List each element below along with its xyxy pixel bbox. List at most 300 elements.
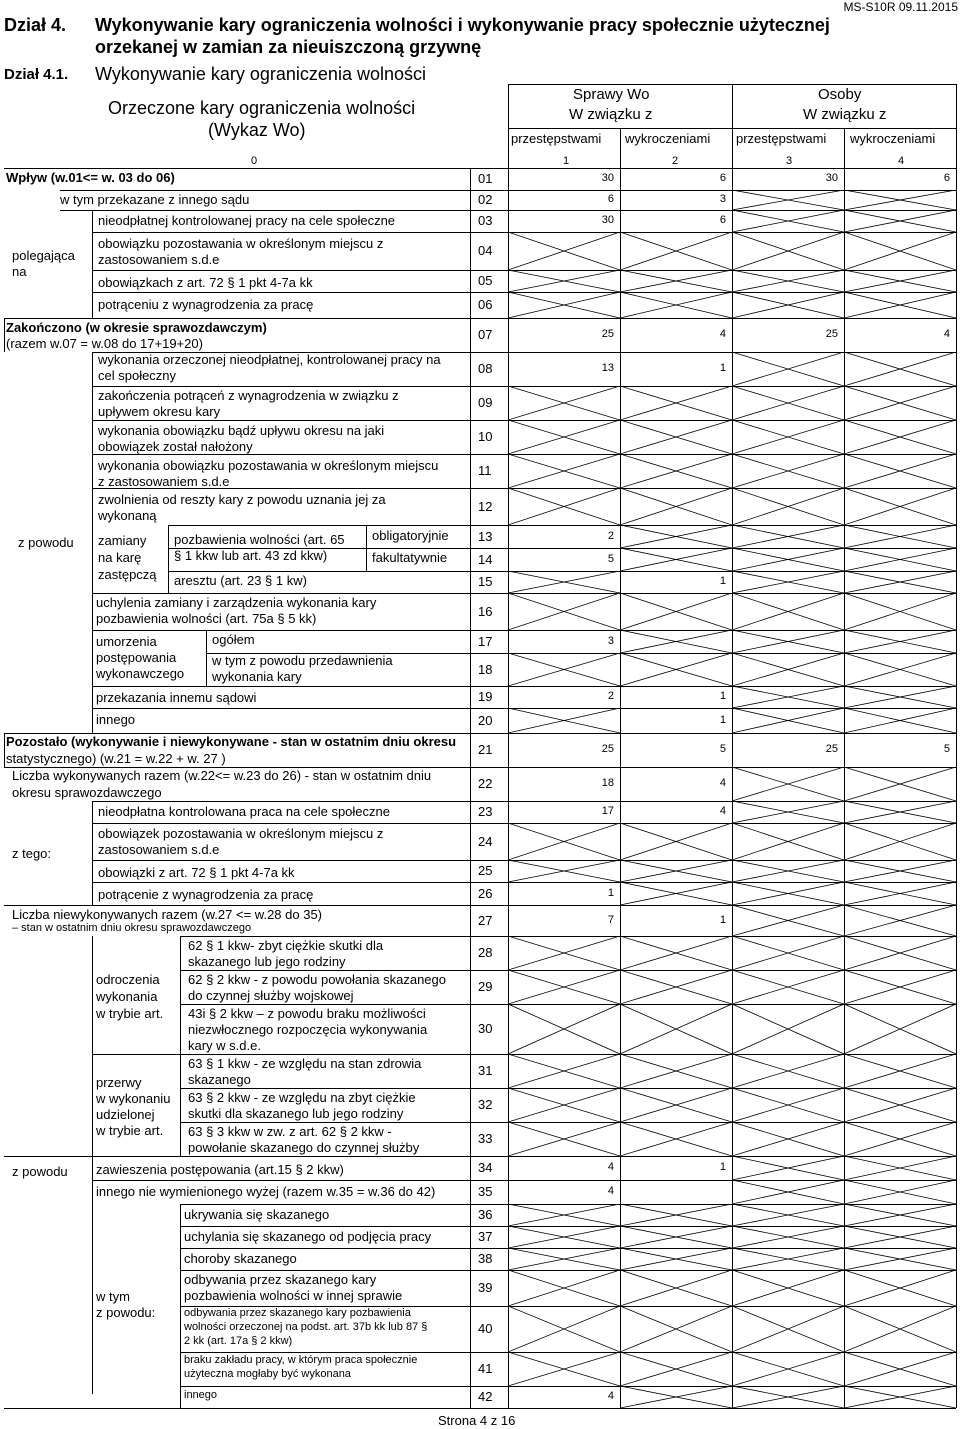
crossed-cell [732,190,844,210]
row-07-label-2: (razem w.07 = w.08 do 17+19+20) [6,336,203,351]
crossed-cell [508,593,620,630]
crossed-cell [844,420,956,454]
row-18-label-1: w tym z powodu przedawnienia [212,653,393,668]
row-code-38: 38 [478,1251,493,1266]
value-cell: 25 [825,328,838,340]
row-34-label: zawieszenia postępowania (art.15 § 2 kkw) [96,1162,344,1177]
crossed-cell [620,232,732,270]
crossed-cell [508,292,620,318]
value-cell: 5 [943,743,950,755]
header-wzwiazku-1: W związku z [569,106,653,123]
value-cell: 6 [607,193,614,205]
header-sprawy: Sprawy Wo [573,86,650,103]
value-cell: 13 [601,362,614,374]
crossed-cell [732,454,844,488]
crossed-cell [732,1352,844,1386]
row-27-label-2: – stan w ostatnim dniu okresu sprawozdawczego [12,922,252,934]
crossed-cell [732,386,844,420]
row-code-23: 23 [478,804,493,819]
value-cell: 5 [719,743,726,755]
row-code-36: 36 [478,1207,493,1222]
przerwy-label-2: w wykonaniu [96,1091,171,1106]
crossed-cell [620,860,732,882]
zamiany-label-2: na karę [98,550,142,565]
value-cell: 30 [601,172,614,184]
crossed-cell [844,525,956,548]
header-przestepstwami-2: przestępstwami [736,131,827,146]
header-wykroczeniami-1: wykroczeniami [625,131,711,146]
row-code-14: 14 [478,551,493,567]
crossed-cell [620,630,732,653]
crossed-cell [844,488,956,525]
crossed-cell [620,1352,732,1386]
crossed-cell [508,653,620,686]
crossed-cell [508,1122,620,1156]
crossed-cell [620,292,732,318]
row-code-20: 20 [478,712,493,728]
crossed-cell [844,1306,956,1352]
row-41-label-2: użyteczna mogłaby być wykonana [184,1368,351,1380]
crossed-cell [732,270,844,292]
row-16-label-1: uchylenia zamiany i zarządzenia wykonania kary [96,595,377,610]
row-33-label-1: 63 § 3 kkw w zw. z art. 62 § 2 kkw - [188,1124,392,1139]
crossed-cell [508,270,620,292]
crossed-cell [620,936,732,970]
crossed-cell [732,653,844,686]
crossed-cell [508,1270,620,1306]
row-11-label-1: wykonania obowiązku pozostawania w określonym miejscu [98,458,439,473]
row-37-label: uchylania się skazanego od podjęcia pracy [184,1229,432,1244]
row-code-11: 11 [478,463,492,478]
header-przestepstwami-1: przestępstwami [511,131,602,146]
crossed-cell [844,232,956,270]
row-code-32: 32 [478,1097,493,1112]
crossed-cell [620,454,732,488]
value-cell: 1 [719,575,726,587]
row-code-37: 37 [478,1229,493,1244]
crossed-cell [844,936,956,970]
value-cell: 30 [601,214,614,226]
crossed-cell [732,488,844,525]
crossed-cell [508,1306,620,1352]
colnum-4: 4 [898,155,905,167]
crossed-cell [732,525,844,548]
value-cell: 17 [601,805,614,817]
row-code-25: 25 [478,863,493,878]
crossed-cell [732,1004,844,1054]
value-cell: 4 [943,328,950,340]
colnum-1: 1 [563,155,570,167]
crossed-cell [732,352,844,386]
crossed-cell [508,1088,620,1122]
crossed-cell [844,860,956,882]
crossed-cell [844,1180,956,1204]
row-40-label-2: wolności orzeczonej na podst. art. 37b kk lub 87 § [184,1321,428,1333]
przerwy-label-4: w trybie art. [96,1123,164,1138]
row-code-39: 39 [478,1280,493,1295]
row-code-34: 34 [478,1160,493,1175]
row-code-06: 06 [478,297,493,312]
zamiany-label-1: zamiany [98,533,147,548]
crossed-cell [620,1386,732,1408]
value-cell: 2 [607,529,614,542]
row-21-label-1: Pozostało (wykonywanie i niewykonywane - stan w ostatnim dniu okresu [6,734,457,749]
row-code-22: 22 [478,776,493,791]
value-cell: 1 [607,886,614,899]
section-number: Dział 4. [4,15,67,35]
polegajaca-label-1: polegająca [12,248,75,263]
crossed-cell [508,386,620,420]
value-cell: 25 [825,743,838,755]
row-04-label-1: obowiązku pozostawania w określonym miejscu z [98,236,384,251]
row-08-label-1: wykonania orzeczonej nieodpłatnej, kontrolowanej pracy na [98,352,441,367]
row-05-label: obowiązkach z art. 72 § 1 pkt 4-7a kk [98,275,313,290]
row-03-label: nieodpłatnej kontrolowanej pracy na cele społeczne [98,213,396,228]
value-cell: 7 [607,913,614,926]
crossed-cell [844,1270,956,1306]
value-cell: 4 [607,1390,614,1402]
row-35-label: innego nie wymienionego wyżej (razem w.35 = w.36 do 42) [96,1184,436,1199]
row-19-label: przekazania innemu sądowi [96,690,257,705]
colnum-2: 2 [672,155,679,167]
row-22-label-2: okresu sprawozdawczego [12,785,162,800]
row-39-label-1: odbywania przez skazanego kary [184,1272,377,1287]
crossed-cell [508,488,620,525]
row-code-12: 12 [478,498,493,514]
crossed-cell [844,210,956,232]
crossed-cell [508,232,620,270]
crossed-cell [508,708,620,733]
odroczenia-label-3: w trybie art. [96,1006,164,1021]
row-code-02: 02 [478,192,493,207]
row-29-label-2: do czynnej służby wojskowej [188,988,354,1003]
row-10-label-1: wykonania obowiązku bądź upływu okresu na jaki [98,423,385,438]
crossed-cell [732,1386,844,1408]
value-cell: 1 [719,690,726,702]
crossed-cell [732,708,844,733]
row-25-label: obowiązki z art. 72 § 1 pkt 4-7a kk [98,865,295,880]
value-cell: 1 [719,362,726,374]
value-cell: 4 [719,328,726,340]
crossed-cell [620,593,732,630]
row-42-label: innego [184,1389,218,1401]
crossed-cell [844,653,956,686]
row-code-21: 21 [478,742,493,757]
row-code-27: 27 [478,912,493,928]
crossed-cell [620,1054,732,1088]
crossed-cell [732,823,844,860]
row-41-label-1: braku zakładu pracy, w którym praca społecznie [184,1354,418,1366]
row-40-label-3: 2 kk (art. 17a § 2 kkw) [184,1335,293,1347]
crossed-cell [732,548,844,571]
crossed-cell [844,352,956,386]
crossed-cell [844,767,956,801]
row-code-35: 35 [478,1184,493,1199]
crossed-cell [844,1248,956,1270]
value-cell: 6 [719,214,726,226]
crossed-cell [844,1088,956,1122]
row-code-24: 24 [478,833,493,849]
crossed-cell [508,420,620,454]
crossed-cell [844,1004,956,1054]
crossed-cell [844,708,956,733]
crossed-cell [620,1088,732,1122]
crossed-cell [508,936,620,970]
row-38-label: choroby skazanego [184,1251,297,1266]
row-33-label-2: powołanie skazanego do czynnej służby [188,1140,420,1155]
value-cell: 3 [719,193,726,205]
odroczenia-label-1: odroczenia [96,972,160,987]
row-code-13: 13 [478,528,493,544]
crossed-cell [508,1004,620,1054]
row-code-10: 10 [478,429,493,444]
row-code-04: 04 [478,243,493,258]
value-cell: 1 [719,913,726,926]
crossed-cell [844,905,956,936]
row-code-19: 19 [478,689,493,704]
row-code-03: 03 [478,213,493,228]
row-code-15: 15 [478,574,493,589]
crossed-cell [844,970,956,1004]
crossed-cell [844,1352,956,1386]
value-cell: 2 [607,690,614,702]
section-title-line2: orzekanej w zamian za nieuiszczoną grzywnę [95,37,482,57]
crossed-cell [844,593,956,630]
crossed-cell [732,210,844,232]
crossed-cell [732,1122,844,1156]
colnum-0: 0 [251,155,258,167]
crossed-cell [844,190,956,210]
subsection-number: Dział 4.1. [4,66,69,83]
row-28-label-2: skazanego lub jego rodziny [188,954,346,969]
row-32-label-1: 63 § 2 kkw - ze względu na zbyt ciężkie [188,1090,416,1105]
header-osoby: Osoby [818,86,862,103]
row-11-label-2: z zastosowaniem s.d.e [98,474,230,489]
value-cell: 4 [719,805,726,817]
row-17-label: ogółem [212,632,255,647]
row-code-09: 09 [478,395,493,410]
row-10-label-2: obowiązek został nałożony [98,439,253,454]
value-cell: 30 [825,172,838,184]
z-tego-label: z tego: [12,846,52,861]
row-24-label-1: obowiązek pozostawania w określonym miejscu z [98,826,384,841]
row-code-40: 40 [478,1321,493,1336]
crossed-cell [732,232,844,270]
row-29-label-1: 62 § 2 kkw - z powodu powołania skazanego [188,972,446,987]
crossed-cell [508,1054,620,1088]
row-code-31: 31 [478,1063,493,1078]
crossed-cell [620,420,732,454]
crossed-cell [620,1248,732,1270]
crossed-cell [844,548,956,571]
crossed-cell [620,1226,732,1248]
umorzenia-label-3: wykonawczego [96,666,185,681]
crossed-cell [620,970,732,1004]
row-code-29: 29 [478,979,493,994]
row-30-label-3: kary w s.d.e. [188,1038,261,1053]
crossed-cell [732,420,844,454]
crossed-cell [620,653,732,686]
crossed-cell [732,767,844,801]
row-code-05: 05 [478,273,493,288]
crossed-cell [844,801,956,823]
row-18-label-2: wykonania kary [212,669,302,684]
stub-header-line2: (Wykaz Wo) [208,120,306,140]
crossed-cell [844,630,956,653]
crossed-cell [620,270,732,292]
value-cell: 5 [607,552,614,565]
crossed-cell [844,1226,956,1248]
row-23-label: nieodpłatna kontrolowana praca na cele społeczne [98,804,390,819]
row-27-label-1: Liczba niewykonywanych razem (w.27 <= w.28 do 35) [12,907,323,922]
row-04-label-2: zastosowaniem s.d.e [98,252,220,267]
crossed-cell [508,454,620,488]
row-code-17: 17 [478,633,493,649]
crossed-cell [620,823,732,860]
row-32-label-2: skutki dla skazanego lub jego rodziny [188,1106,404,1121]
row-12-label-2: wykonaną [98,508,157,523]
crossed-cell [732,1226,844,1248]
row-06-label: potrąceniu z wynagrodzenia za pracę [98,297,314,312]
value-cell: 1 [719,713,726,726]
header-wykroczeniami-2: wykroczeniami [850,131,936,146]
z-powodu-label-2: z powodu [12,1164,68,1179]
value-cell: 25 [601,743,614,755]
crossed-cell [732,1180,844,1204]
row-code-30: 30 [478,1021,493,1036]
row-36-label: ukrywania się skazanego [184,1207,330,1222]
w-tym-label-1: w tym [96,1289,130,1304]
crossed-cell [620,1122,732,1156]
row-code-42: 42 [478,1389,493,1404]
row-code-41: 41 [478,1361,493,1376]
crossed-cell [732,1306,844,1352]
row-39-label-2: pozbawienia wolności w innej sprawie [184,1288,403,1303]
crossed-cell [844,386,956,420]
crossed-cell [844,823,956,860]
crossed-cell [732,970,844,1004]
page-number: Strona 4 z 16 [438,1413,516,1428]
crossed-cell [844,571,956,593]
crossed-cell [844,454,956,488]
crossed-cell [620,488,732,525]
crossed-cell [620,882,732,905]
crossed-cell [732,1156,844,1180]
pozbawienia-label-2: § 1 kkw lub art. 43 zd kkw) [174,548,328,563]
crossed-cell [508,860,620,882]
crossed-cell [620,525,732,548]
crossed-cell [620,548,732,571]
crossed-cell [508,1226,620,1248]
crossed-cell [844,1386,956,1408]
crossed-cell [620,1270,732,1306]
row-12-label-1: zwolnienia od reszty kary z powodu uznania jej za [98,492,386,507]
row-13-label: obligatoryjnie [372,528,449,543]
crossed-cell [732,860,844,882]
row-01-label: Wpływ (w.01<= w. 03 do 06) [6,170,175,185]
crossed-cell [844,882,956,905]
row-code-33: 33 [478,1131,493,1146]
row-code-07: 07 [478,327,493,342]
stub-header-line1: Orzeczone kary ograniczenia wolności [108,98,416,118]
value-cell: 6 [943,172,950,184]
row-22-label-1: Liczba wykonywanych razem (w.22<= w.23 do 26) - stan w ostatnim dniu [12,768,432,783]
colnum-3: 3 [786,155,793,167]
value-cell: 25 [601,328,614,340]
section-title-line1: Wykonywanie kary ograniczenia wolności i wykonywanie pracy społecznie użytecznej [95,15,830,35]
crossed-cell [732,801,844,823]
row-16-label-2: pozbawienia wolności (art. 75a § 5 kk) [96,611,317,626]
umorzenia-label-2: postępowania [96,650,177,665]
row-28-label-1: 62 § 1 kkw- zbyt ciężkie skutki dla [188,938,384,953]
crossed-cell [508,970,620,1004]
row-30-label-2: niezwłocznego rozpoczęcia wykonywania [188,1022,428,1037]
value-cell: 6 [719,172,726,184]
crossed-cell [508,1204,620,1226]
polegajaca-label-2: na [12,264,27,279]
value-cell: 4 [719,777,726,789]
subsection-title: Wykonywanie kary ograniczenia wolności [95,64,426,84]
row-20-label: innego [96,712,136,727]
crossed-cell [732,686,844,708]
row-15-label: aresztu (art. 23 § 1 kw) [174,573,307,588]
crossed-cell [620,1004,732,1054]
crossed-cell [844,270,956,292]
przerwy-label-1: przerwy [96,1075,142,1090]
crossed-cell [732,1088,844,1122]
umorzenia-label-1: umorzenia [96,634,157,649]
row-24-label-2: zastosowaniem s.d.e [98,842,220,857]
row-26-label: potrącenie z wynagrodzenia za pracę [98,887,314,902]
zamiany-label-3: zastępczą [98,567,157,582]
row-code-08: 08 [478,361,493,376]
crossed-cell [732,1270,844,1306]
crossed-cell [620,1204,732,1226]
crossed-cell [732,292,844,318]
crossed-cell [844,292,956,318]
przerwy-label-3: udzielonej [96,1107,155,1122]
value-cell: 18 [601,777,614,789]
row-09-label-2: upływem okresu kary [98,404,221,419]
crossed-cell [732,571,844,593]
crossed-cell [508,571,620,593]
row-30-label-1: 43i § 2 kkw – z powodu braku możliwości [188,1006,426,1021]
crossed-cell [732,630,844,653]
value-cell: 4 [607,1161,614,1173]
crossed-cell [508,1352,620,1386]
crossed-cell [732,1054,844,1088]
row-code-01: 01 [478,171,493,186]
row-code-28: 28 [478,945,493,960]
crossed-cell [732,1204,844,1226]
pozbawienia-label-1: pozbawienia wolności (art. 65 [174,532,345,547]
crossed-cell [732,905,844,936]
crossed-cell [732,1248,844,1270]
row-08-label-2: cel społeczny [98,368,177,383]
crossed-cell [844,1122,956,1156]
header-wzwiazku-2: W związku z [803,106,887,123]
crossed-cell [844,1054,956,1088]
crossed-cell [732,882,844,905]
row-code-16: 16 [478,603,493,619]
crossed-cell [732,936,844,970]
z-powodu-label-1: z powodu [18,535,74,550]
w-tym-label-2: z powodu: [96,1305,156,1320]
value-cell: 4 [607,1185,614,1197]
row-14-label: fakultatywnie [372,550,448,565]
value-cell: 1 [719,1161,726,1173]
crossed-cell [508,823,620,860]
